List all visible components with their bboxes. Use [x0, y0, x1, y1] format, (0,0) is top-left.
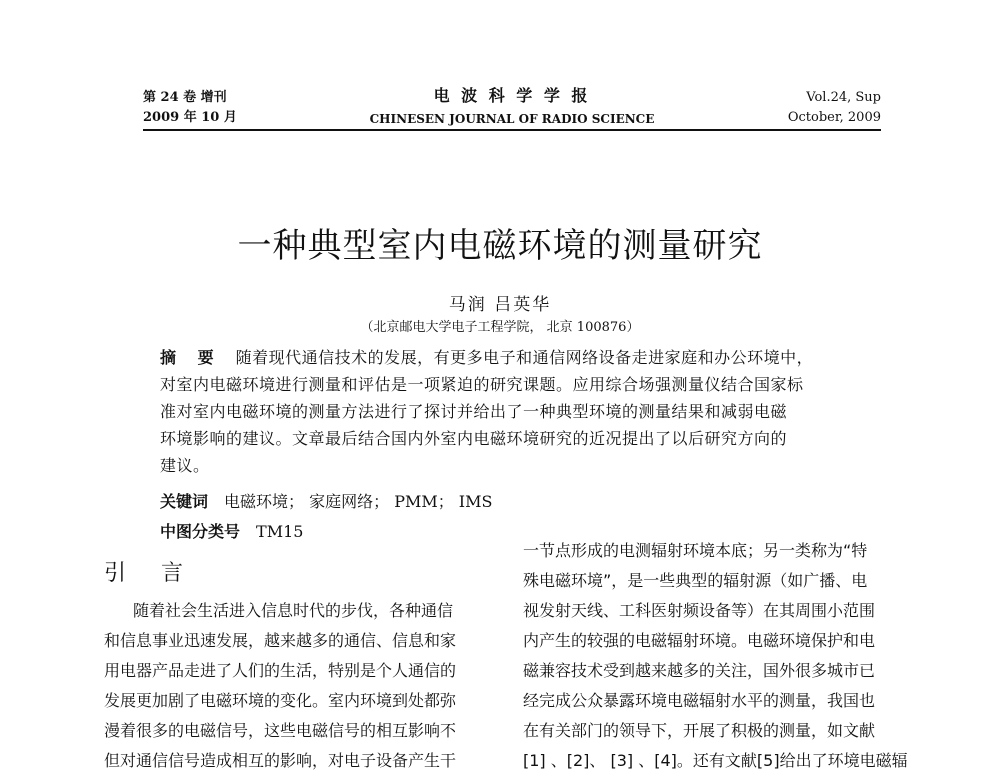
- abstract-line: 摘 要 随着现代通信技术的发展，有更多电子和通信网络设备走进家庭和办公环境中，: [160, 348, 814, 367]
- header-vol-en: Vol.24, Sup: [806, 90, 881, 105]
- header-date-en: October, 2009: [787, 110, 881, 125]
- abstract-line: 建议。: [160, 456, 210, 475]
- body-line: 殊电磁环境”，是一些典型的辐射源（如广播、电: [523, 571, 868, 590]
- affiliation: （北京邮电大学电子工程学院， 北京 100876）: [360, 320, 640, 335]
- body-line: 一节点形成的电测辐射环境本底；另一类称为“特: [523, 541, 868, 560]
- body-line: 视发射天线、工科医射频设备等）在其周围小范围: [523, 601, 876, 620]
- body-line: 磁兼容技术受到越来越多的关注，国外很多城市已: [523, 661, 876, 680]
- header-date: 2009 年 10 月: [143, 110, 237, 125]
- body-line: 用电器产品走进了人们的生活，特别是个人通信的: [104, 661, 457, 680]
- body-line: 在有关部门的领导下，开展了积极的测量，如文献: [523, 721, 876, 740]
- body-line: 内产生的较强的电磁辐射环境。电磁环境保护和电: [523, 631, 876, 650]
- body-line: 漫着很多的电磁信号，这些电磁信号的相互影响不: [104, 721, 457, 740]
- body-line: 经完成公众暴露环境电磁辐射水平的测量，我国也: [523, 691, 876, 710]
- authors: 马润 吕英华: [448, 295, 552, 315]
- abstract-label: 摘 要: [160, 348, 222, 367]
- body-line: [1] 、[2]、 [3] 、[4]。还有文献[5]给出了环境电磁辐: [523, 751, 908, 770]
- keywords: [160, 489, 492, 512]
- header-volume: 第 24 卷 增刊: [143, 90, 227, 105]
- body-line: 和信息事业迅速发展，越来越多的通信、信息和家: [104, 631, 457, 650]
- header-rule: [143, 129, 881, 131]
- abstract-line: 对室内电磁环境进行测量和评估是一项紧迫的研究课题。应用综合场强测量仪结合国家标: [160, 375, 804, 394]
- section-title: 引 言: [104, 561, 197, 586]
- body-line: 随着社会生活进入信息时代的步伐，各种通信: [133, 601, 454, 620]
- keywords-label: 关键词: [160, 492, 209, 511]
- journal-title-cn: 电 波 科 学 学 报: [433, 86, 591, 105]
- classification: [160, 519, 303, 542]
- classification-value: TM15: [256, 522, 304, 541]
- paper-title: 一种典型室内电磁环境的测量研究: [237, 226, 763, 266]
- journal-title-en: CHINESEN JOURNAL OF RADIO SCIENCE: [369, 112, 655, 126]
- classification-label: 中图分类号: [160, 522, 241, 541]
- body-line: 但对通信信号造成相互的影响，对电子设备产生干: [104, 751, 457, 770]
- abstract-line: 准对室内电磁环境的测量方法进行了探讨并给出了一种典型环境的测量结果和减弱电磁: [160, 402, 788, 421]
- keywords-value: 电磁环境； 家庭网络； PMM； IMS: [224, 492, 493, 511]
- body-line: 发展更加剧了电磁环境的变化。室内环境到处都弥: [104, 691, 457, 710]
- abstract-line: 环境影响的建议。文章最后结合国内外室内电磁环境研究的近况提出了以后研究方向的: [160, 429, 788, 448]
